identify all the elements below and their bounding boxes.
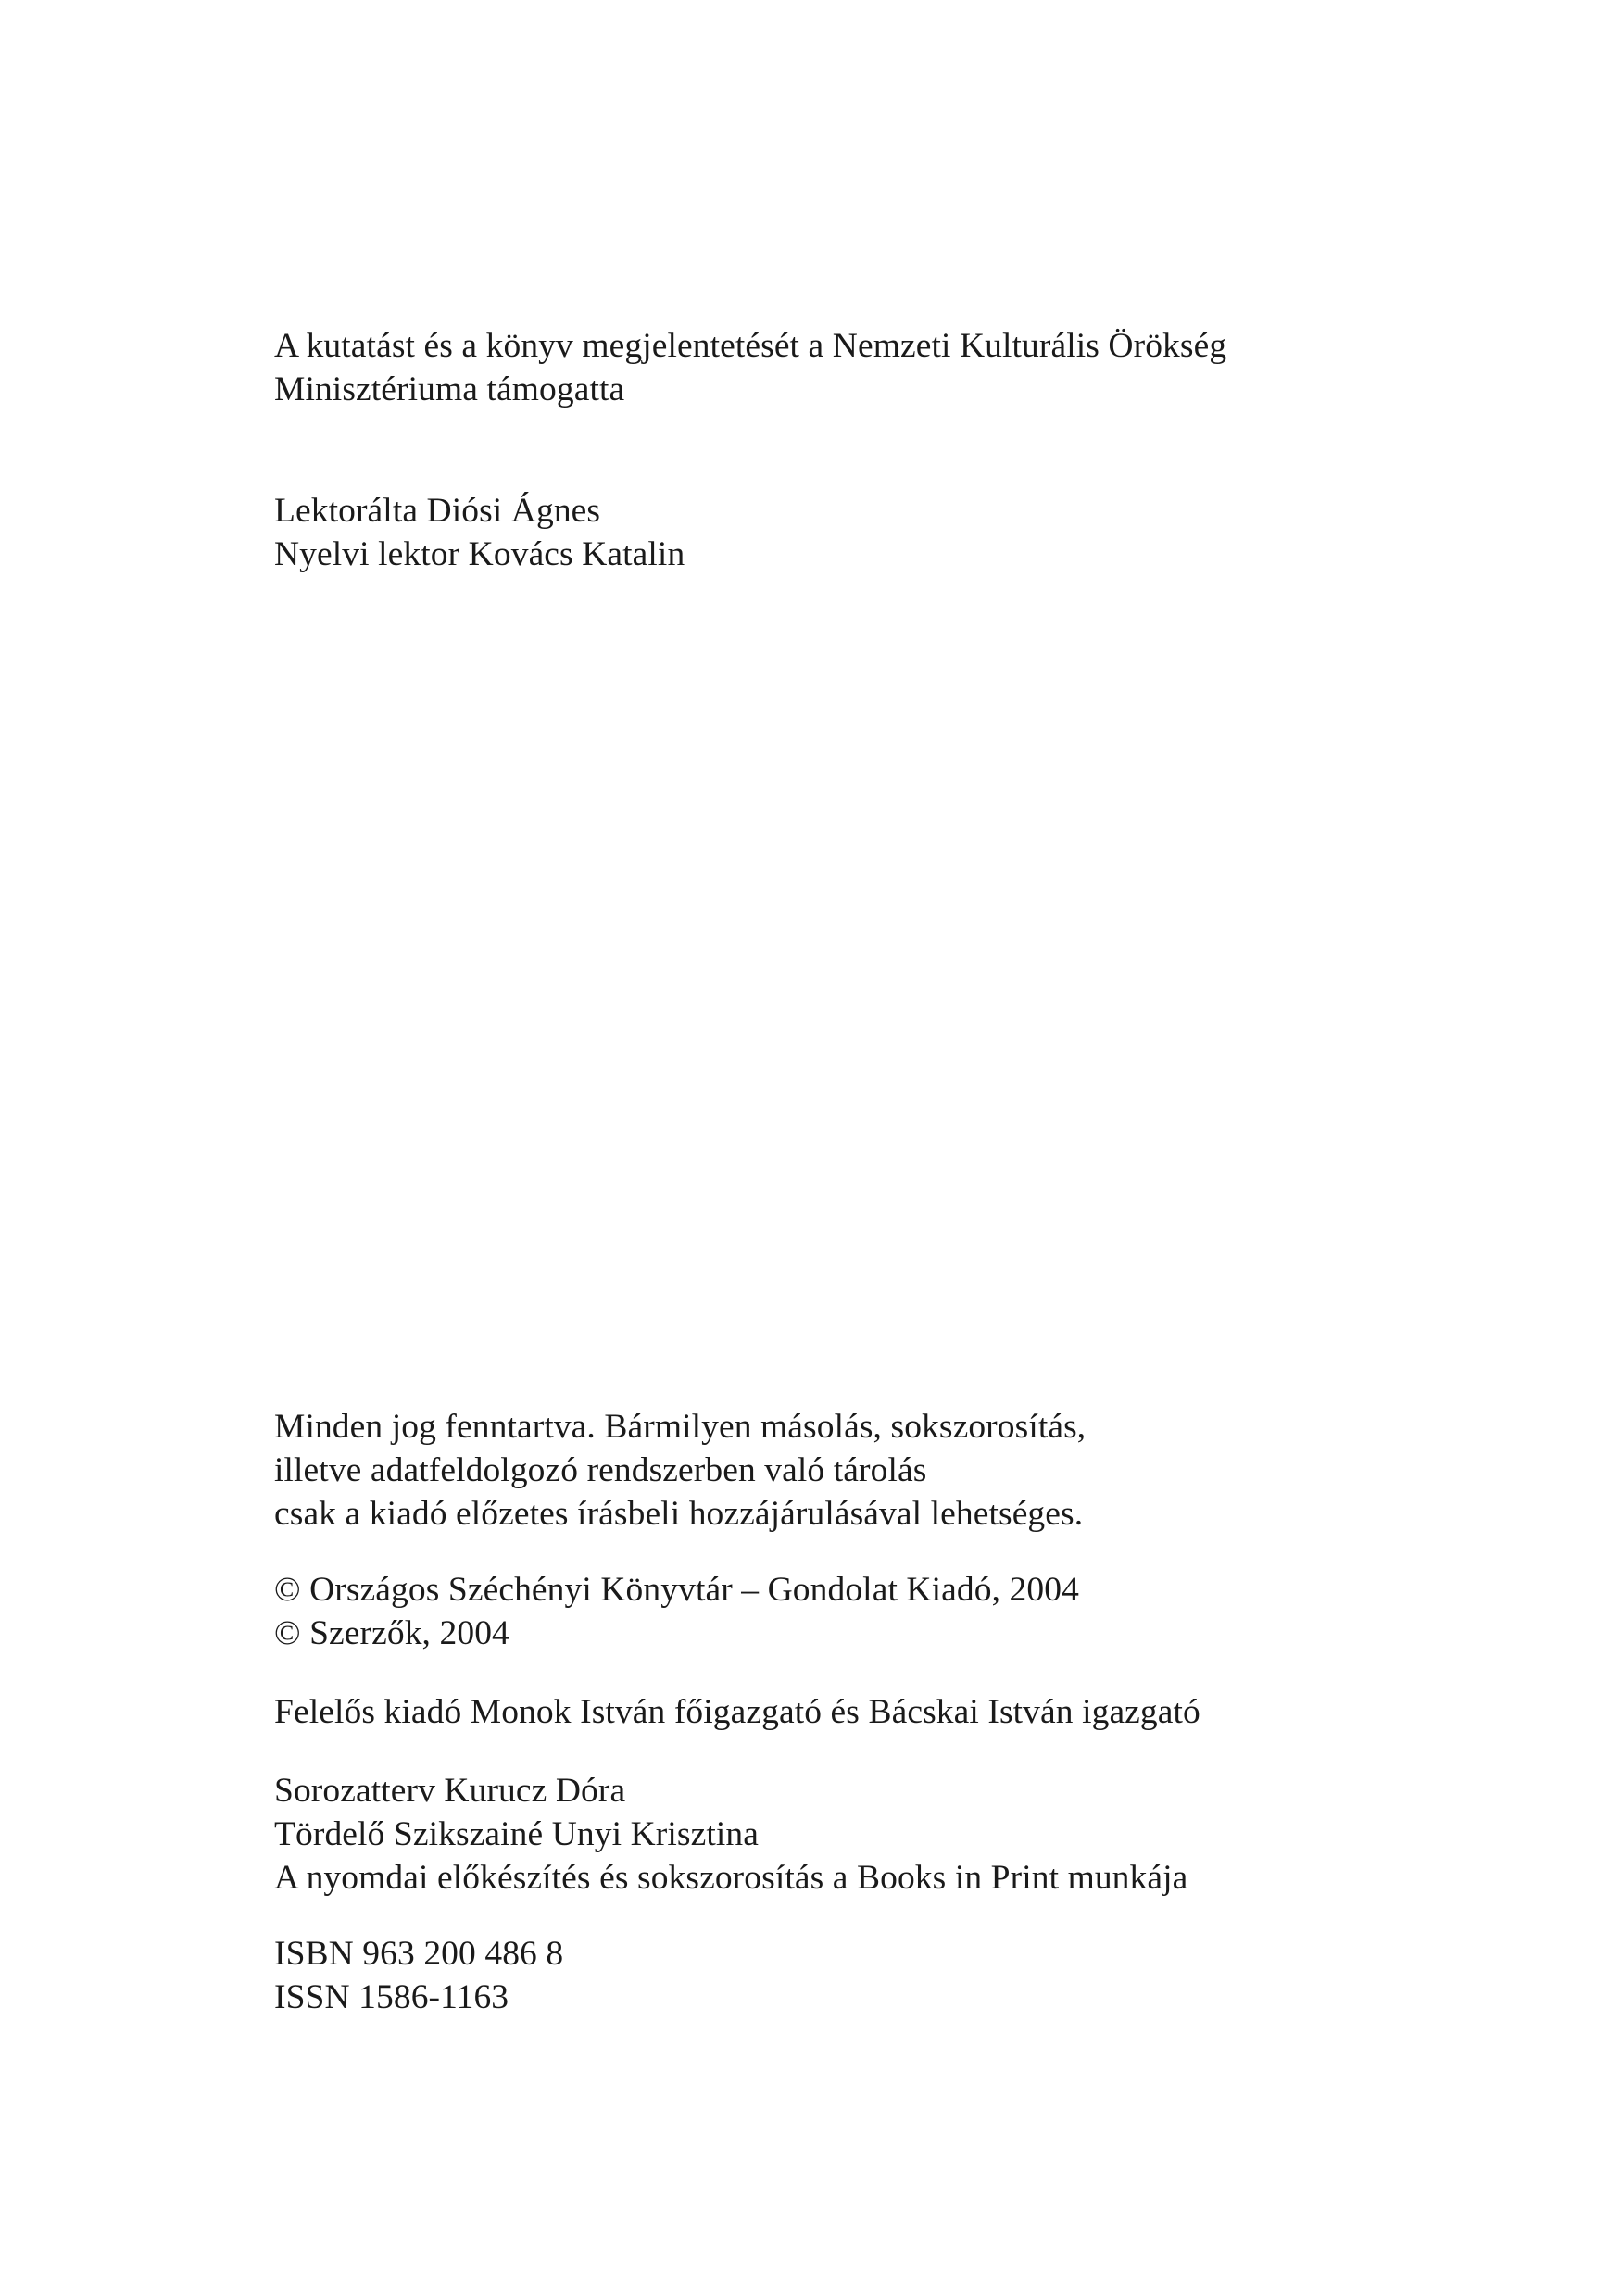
isbn: ISBN 963 200 486 8: [274, 1935, 564, 1973]
production-credits: [274, 1769, 1478, 1900]
rights-line-1: Minden jog fenntartva. Bármilyen másolás, sokszorosítás,: [274, 1408, 1087, 1446]
editors-credits: [274, 489, 1478, 576]
responsible-publisher-line: Felelős kiadó Monok István főigazgató és Bácskai István igazgató: [274, 1693, 1200, 1731]
support-note: [274, 324, 1478, 411]
issn: ISSN 1586-1163: [274, 1978, 509, 2016]
responsible-publisher: [274, 1690, 1478, 1734]
copyright-authors: © Szerzők, 2004: [274, 1614, 509, 1652]
typesetting-credit: Tördelő Szikszainé Unyi Krisztina: [274, 1815, 759, 1853]
reviewer-credit: Lektorálta Diósi Ágnes: [274, 492, 601, 530]
copyright-notice: [274, 1568, 1478, 1655]
language-editor-credit: Nyelvi lektor Kovács Katalin: [274, 535, 685, 573]
rights-notice: [274, 1405, 1478, 1536]
series-design-credit: Sorozatterv Kurucz Dóra: [274, 1772, 626, 1810]
identifiers: [274, 1932, 1478, 2019]
rights-line-2: illetve adatfeldolgozó rendszerben való tárolás: [274, 1451, 927, 1489]
support-line-1: A kutatást és a könyv megjelentetését a Nemzeti Kulturális Örökség: [274, 327, 1227, 365]
copyright-publisher: © Országos Széchényi Könyvtár – Gondolat Kiadó, 2004: [274, 1571, 1079, 1609]
support-line-2: Minisztériuma támogatta: [274, 370, 625, 408]
rights-line-3: csak a kiadó előzetes írásbeli hozzájárulásával lehetséges.: [274, 1495, 1084, 1533]
printing-credit: A nyomdai előkészítés és sokszorosítás a Books in Print munkája: [274, 1859, 1188, 1897]
